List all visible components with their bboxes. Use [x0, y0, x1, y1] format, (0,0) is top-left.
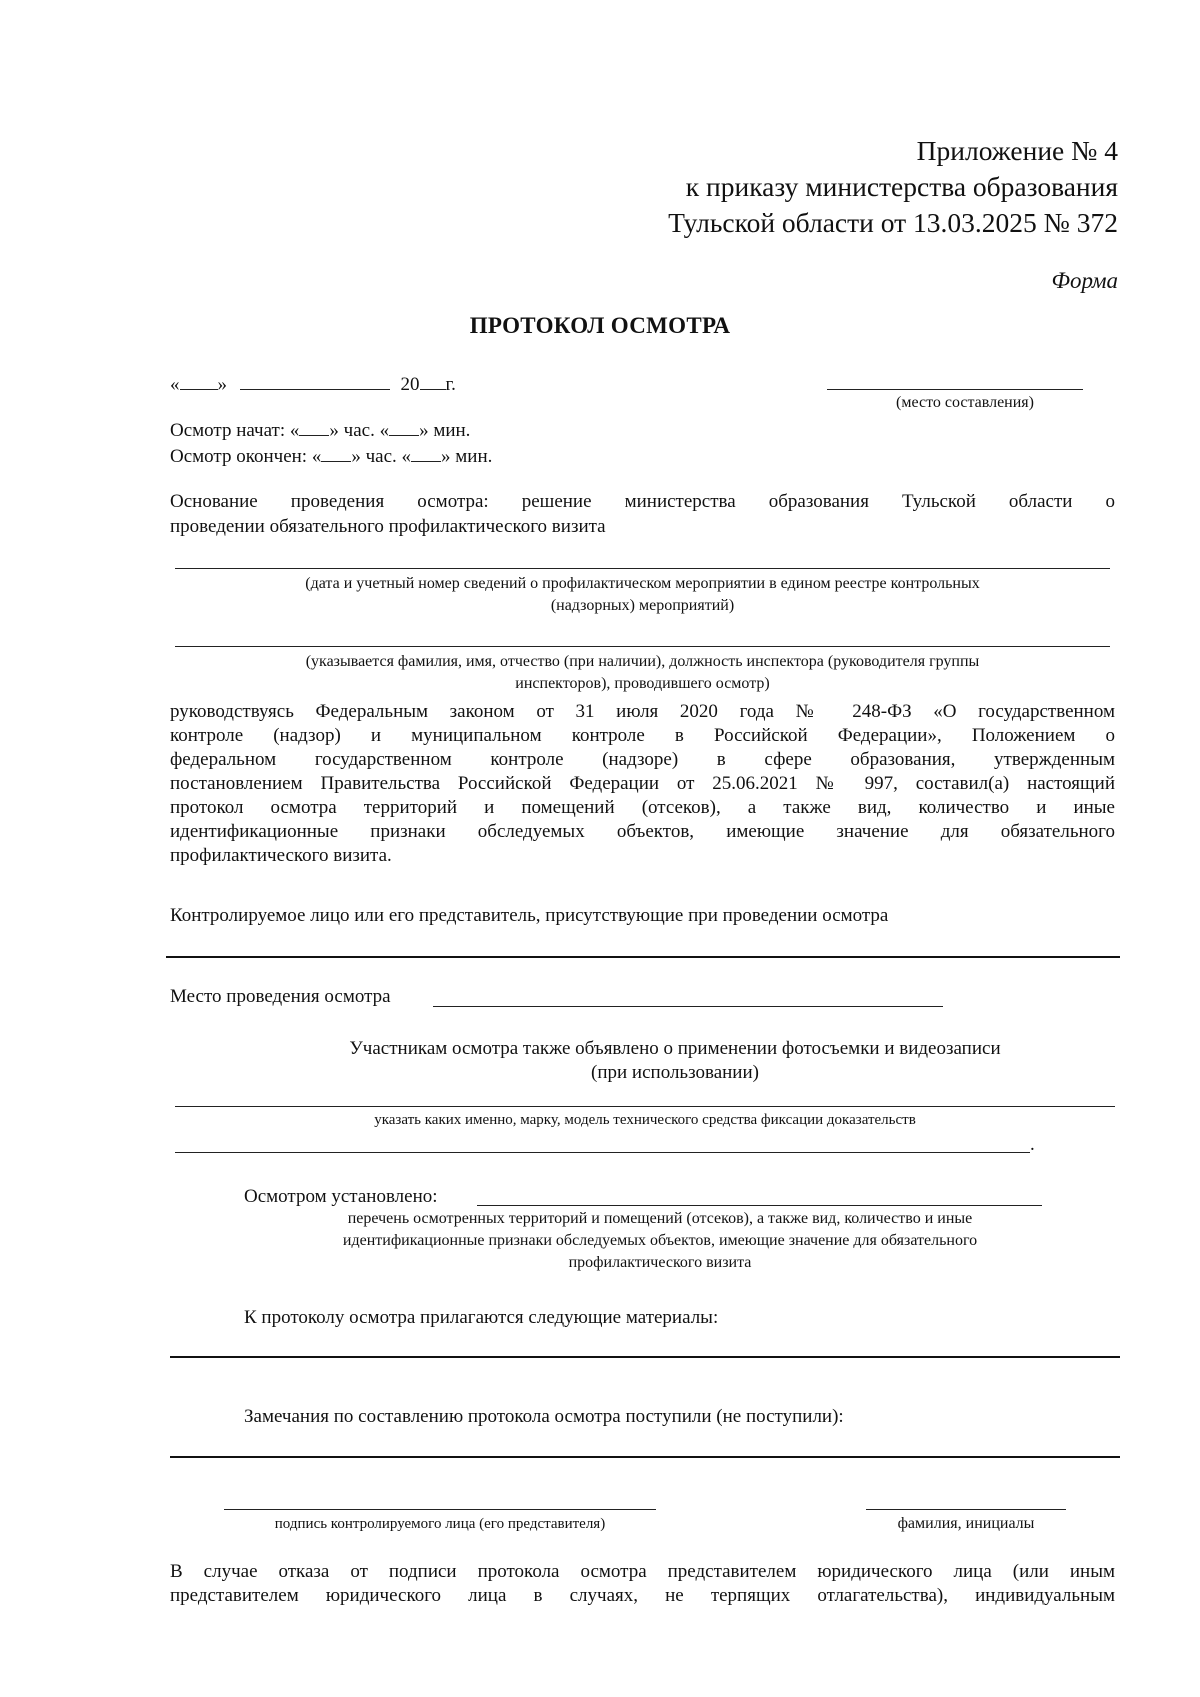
- form-label: Форма: [1051, 268, 1118, 293]
- basis-line-1: Основание проведения осмотра: решение министерства образования Тульской области о: [170, 491, 1115, 512]
- materials-blank-line[interactable]: [170, 1356, 1120, 1358]
- basis-line-2: проведении обязательного профилактического визита: [170, 516, 606, 537]
- controlled-person-blank-line[interactable]: [166, 956, 1120, 958]
- end-time-row: [170, 442, 492, 469]
- registry-caption-line-2: (надзорных) мероприятий): [550, 597, 735, 614]
- year-blank[interactable]: [420, 370, 446, 390]
- device-blank-line[interactable]: [175, 1106, 1115, 1107]
- open-quote: «: [170, 374, 180, 395]
- inspector-caption-line-1: (указывается фамилия, имя, отчество (при наличии), должность инспектора (руководителя группы: [305, 653, 980, 670]
- registry-caption-line-1: (дата и учетный номер сведений о профилактическом мероприятии в едином реестре контрольных: [305, 575, 980, 592]
- start-hours-label: » час. «: [329, 420, 390, 441]
- established-caption: [240, 1208, 1080, 1274]
- start-minutes-label: » мин.: [419, 420, 471, 441]
- signature-caption: подпись контролируемого лица (его представителя): [274, 1516, 606, 1532]
- remarks-blank-line[interactable]: [170, 1456, 1120, 1458]
- close-quote: »: [217, 374, 227, 395]
- start-hours-blank[interactable]: [299, 416, 329, 436]
- registry-caption: [175, 573, 1110, 617]
- controlled-person-label: Контролируемое лицо или его представитель, присутствующие при проведении осмотра: [170, 905, 889, 926]
- law-paragraph: [170, 700, 1115, 868]
- signature-blank-line[interactable]: [224, 1509, 656, 1510]
- page-title: ПРОТОКОЛ ОСМОТРА: [469, 313, 731, 338]
- month-blank[interactable]: [240, 370, 390, 390]
- refusal-line-1: В случае отказа от подписи протокола осмотра представителем юридического лица (или иным: [170, 1561, 1115, 1582]
- remarks-label: Замечания по составлению протокола осмотра поступили (не поступили):: [244, 1406, 844, 1427]
- law-line-3: федеральном государственном контроле (надзоре) в сфере образования, утвержденным: [170, 749, 1115, 770]
- start-time-row: [170, 416, 470, 443]
- law-line-5: протокол осмотра территорий и помещений (отсеков), а также вид, количество и иные: [170, 797, 1115, 818]
- established-caption-line-1: перечень осмотренных территорий и помещений (отсеков), а также вид, количество и иные: [347, 1210, 973, 1227]
- photo-video-notice: [230, 1037, 1120, 1085]
- law-line-7: профилактического визита.: [170, 845, 392, 866]
- law-line-1: руководствуясь Федеральным законом от 31 июля 2020 года № 248-ФЗ «О государственном: [170, 701, 1115, 722]
- name-caption: фамилия, инициалы: [897, 1515, 1035, 1532]
- law-line-2: контроле (надзор) и муниципальном контроле в Российской Федерации», Положением о: [170, 725, 1115, 746]
- place-of-inspection-blank-line[interactable]: [433, 1006, 943, 1007]
- year-suffix: г.: [445, 374, 456, 395]
- appendix-order-date: Тульской области от 13.03.2025 № 372: [668, 207, 1118, 238]
- refusal-paragraph: [170, 1560, 1115, 1608]
- materials-label: К протоколу осмотра прилагаются следующие материалы:: [244, 1307, 719, 1328]
- photo-video-line-1: Участникам осмотра также объявлено о применении фотосъемки и видеозаписи: [349, 1038, 1001, 1059]
- start-label: Осмотр начат: «: [170, 420, 300, 441]
- place-caption: (место составления): [896, 394, 1034, 411]
- place-of-inspection-label: Место проведения осмотра: [170, 986, 391, 1007]
- registry-blank-line[interactable]: [175, 568, 1110, 569]
- established-blank-line[interactable]: [477, 1205, 1042, 1206]
- device-period: .: [1030, 1134, 1035, 1155]
- law-line-4: постановлением Правительства Российской Федерации от 25.06.2021 № 997, составил(а) настоящий: [170, 773, 1115, 794]
- inspector-blank-line[interactable]: [175, 646, 1110, 647]
- appendix-number: Приложение № 4: [916, 135, 1118, 166]
- established-label: Осмотром установлено:: [244, 1186, 438, 1207]
- photo-video-line-2: (при использовании): [591, 1062, 759, 1083]
- established-caption-line-2: идентификационные признаки обследуемых объектов, имеющие значение для обязательного: [342, 1232, 978, 1249]
- end-minutes-label: » мин.: [441, 446, 493, 467]
- day-blank[interactable]: [180, 370, 218, 390]
- inspector-caption-line-2: инспекторов), проводившего осмотр): [515, 675, 770, 692]
- date-row: [170, 370, 456, 397]
- device-caption: указать каких именно, марку, модель технического средства фиксации доказательств: [374, 1112, 916, 1128]
- place-blank-line[interactable]: [827, 389, 1083, 390]
- inspector-caption: [175, 651, 1110, 695]
- end-minutes-blank[interactable]: [411, 442, 441, 462]
- start-minutes-blank[interactable]: [389, 416, 419, 436]
- end-hours-blank[interactable]: [321, 442, 351, 462]
- appendix-order-line: к приказу министерства образования: [685, 171, 1118, 202]
- established-caption-line-3: профилактического визита: [568, 1254, 752, 1271]
- end-hours-label: » час. «: [351, 446, 412, 467]
- appendix-header: [418, 133, 1118, 241]
- device-blank-line-2[interactable]: [175, 1152, 1030, 1153]
- place-of-inspection-row: [170, 985, 391, 1009]
- end-label: Осмотр окончен: «: [170, 446, 322, 467]
- name-blank-line[interactable]: [866, 1509, 1066, 1510]
- year-prefix: 20: [400, 374, 420, 395]
- refusal-line-2: представителем юридического лица в случаях, не терпящих отлагательства), индивидуальным: [170, 1585, 1115, 1606]
- law-line-6: идентификационные признаки обследуемых объектов, имеющие значение для обязательного: [170, 821, 1115, 842]
